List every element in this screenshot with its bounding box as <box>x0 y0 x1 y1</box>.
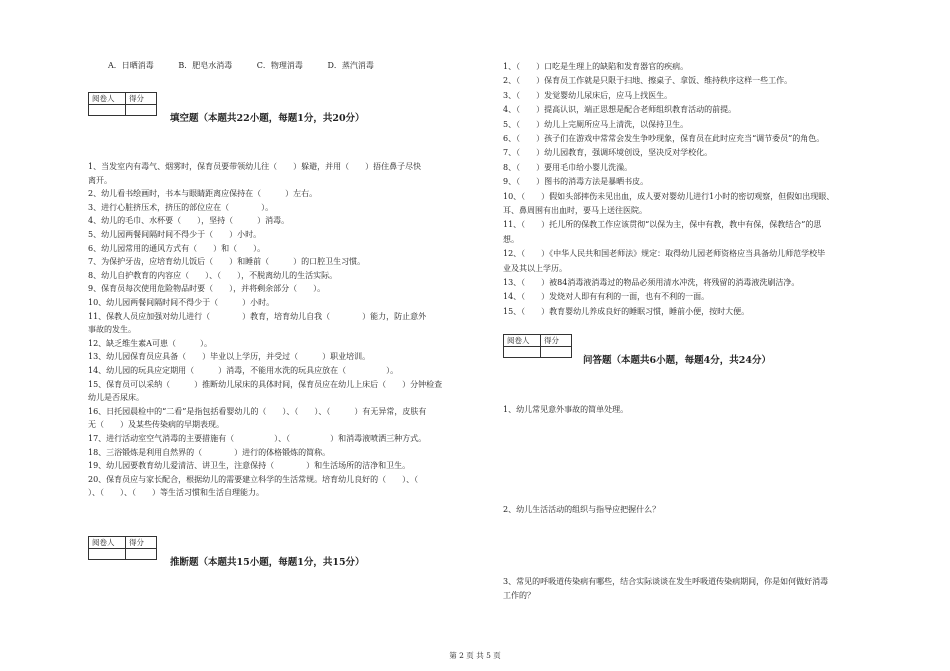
judge-question-line: 6、（ ）孩子们在游戏中常常会发生争吵现象，保育员在此时应充当“调节委员”的角色。 <box>503 134 825 143</box>
judge-question-line: 7、（ ）幼儿园教育，强调环境创设，坚决反对学校化。 <box>503 148 713 158</box>
judge-question-line: 4、（ ）提高认识，端正思想是配合老师组织教育活动的前提。 <box>503 105 737 115</box>
judge-question-line: 15、（ ）教育婴幼儿养成良好的睡眠习惯，睡前小便，按时大便。 <box>503 306 750 316</box>
fill-question-line: 7、为保护牙齿，应培育幼儿饭后（ ）和睡前（ ）的口腔卫生习惯。 <box>88 257 366 267</box>
fill-question-line: 5、幼儿园两餐间隔时间不得少于（ ）小时。 <box>88 230 262 239</box>
judge-question-line: 业及其以上学历。 <box>503 263 567 273</box>
fill-question-line: 16、日托园晨检中的“二看”是指包括看婴幼儿的（ ）、（ ）、（ ）有无异常，皮肤有 <box>88 406 427 416</box>
fill-question-line: 20、保育员应与家长配合，根据幼儿的需要建立科学的生活常规。培育幼儿良好的（ ）、（ <box>88 474 435 484</box>
fill-question-line: 19、幼儿园要教育幼儿爱清洁、讲卫生，注意保持（ ）和生活场所的洁净和卫生。 <box>88 461 411 471</box>
judge-question-line: 12、（ ）《中华人民共和国老师法》规定：取得幼儿园老师资格应当具备幼儿师范学校毕 <box>503 249 826 259</box>
judge-question-line: 10、（ ）假如头部摔伤未见出血，成人要对婴幼儿进行1小时的密切观察，但假如出现眼、 <box>503 191 835 201</box>
fill-question-line: 10、幼儿园两餐间隔时间不得少于（ ）小时。 <box>88 298 275 307</box>
choice-options <box>108 60 396 71</box>
option-b: B．肥皂水消毒 <box>178 61 233 70</box>
fill-question-line: 4、幼儿的毛巾、水杯要（ ），坚持（ ）消毒。 <box>88 216 290 226</box>
judge-question-line: 14、（ ）发烧对人即有有利的一面，也有不利的一面。 <box>503 292 710 302</box>
fill-question-line: 离开。 <box>88 175 112 185</box>
judge-question-line: 耳、鼻周围有出血时，要马上送往医院。 <box>503 206 647 215</box>
option-d: D．蒸汽消毒 <box>327 61 374 70</box>
score-label: 得分 <box>126 537 157 549</box>
qa-question: 1、幼儿常见意外事故的简单处理。 <box>503 405 629 414</box>
judge-question-line: 1、（ ）口吃是生理上的缺陷和发育器官的疾病。 <box>503 62 689 71</box>
qa-question: 3、常见的呼吸道传染病有哪些，结合实际谈谈在发生呼吸道传染病期间，你是如何做好消毒 <box>503 577 829 586</box>
score-label: 得分 <box>126 93 157 105</box>
fill-question-line: 14、幼儿园的玩具应定期用（ ）消毒，不能用水洗的玩具应放在（ ）。 <box>88 366 399 375</box>
judge-question-line: 想。 <box>503 234 519 244</box>
qa-question: 2、幼儿生活活动的组织与指导应把握什么？ <box>503 505 661 514</box>
fill-question-line: 2、幼儿看书绘画时，书本与眼睛距离应保持在（ ）左右。 <box>88 189 318 199</box>
judge-section-title: 推断题（本题共15小题，每题1分，共15分） <box>170 557 365 568</box>
fill-question-line: 13、幼儿园保育员应具备（ ）毕业以上学历，并受过（ ）职业培训。 <box>88 352 371 362</box>
fill-question-line: 12、缺乏维生素A可患（ ）。 <box>88 338 212 348</box>
judge-question-line: 2、（ ）保育员工作就是只限于扫地、擦桌子、拿饭、维持秩序这样一些工作。 <box>503 76 793 86</box>
fill-question-line: ）、（ ）、（ ）等生活习惯和生活自理能力。 <box>88 488 264 498</box>
fill-question-line: 17、进行活动室空气消毒的主要措施有（ ）、（ ）和消毒液喷洒三种方式。 <box>88 434 427 443</box>
reviewer-label: 阅卷人 <box>89 537 126 549</box>
option-c: C．物理消毒 <box>256 61 303 70</box>
score-label: 得分 <box>541 335 572 347</box>
qa-question: 工作的？ <box>503 591 535 600</box>
fill-question-line: 18、三浴锻炼是利用自然界的（ ）进行的体格锻炼的简称。 <box>88 447 331 457</box>
judge-question-line: 8、（ ）要用毛巾给小婴儿洗澡。 <box>503 162 633 172</box>
judge-question-line: 5、（ ）幼儿上完厕所应马上清洗，以保持卫生。 <box>503 119 689 129</box>
fill-question-line: 9、保育员每次使用危险物品时要（ ），并将剩余部分（ ）。 <box>88 284 326 294</box>
fill-question-line: 8、幼儿自护教育的内容应（ ）、（ ），不脱离幼儿的生活实际。 <box>88 270 338 280</box>
score-box-fill <box>88 92 157 116</box>
fill-question-line: 6、幼儿园常用的通风方式有（ ）和（ ）。 <box>88 243 266 253</box>
qa-section-title: 问答题（本题共6小题，每题4分，共24分） <box>583 355 771 366</box>
judge-question-line: 3、（ ）发觉婴幼儿尿床后，应马上找医生。 <box>503 90 673 100</box>
fill-question-line: 3、进行心脏挤压术，挤压的部位应在（ ）。 <box>88 202 274 212</box>
score-box-judge <box>88 536 157 560</box>
reviewer-label: 阅卷人 <box>89 93 126 105</box>
fill-question-line: 无（ ）及某些传染病的早期表现。 <box>88 420 224 430</box>
judge-question-line: 11、（ ）托儿所的保教工作应该贯彻“以保为主，保中有教，教中有保，保教结合”的思 <box>503 220 822 230</box>
fill-question-line: 事故的发生。 <box>88 325 136 335</box>
fill-question-line: 11、保教人员应加强对幼儿进行（ ）教育，培育幼儿自我（ ）能力，防止意外 <box>88 311 427 321</box>
fill-section-title: 填空题（本题共22小题，每题1分，共20分） <box>170 113 365 124</box>
fill-question-line: 1、当发室内有毒气、烟雾时，保育员要带领幼儿往（ ）躲避，并用（ ）捂住鼻子尽快 <box>88 162 422 171</box>
score-box-qa <box>503 334 572 358</box>
reviewer-label: 阅卷人 <box>504 335 541 347</box>
fill-question-line: 15、保育员可以采纳（ ）推断幼儿尿床的具体时间，保育员应在幼儿上床后（ ）分钟检查 <box>88 379 443 389</box>
judge-question-line: 13、（ ）被84消毒液消毒过的物品必须用清水冲洗，将残留的消毒液洗刷洁净。 <box>503 278 800 287</box>
judge-question-line: 9、（ ）图书的消毒方法是暴晒书皮。 <box>503 177 649 187</box>
page-footer: 第 2 页 共 5 页 <box>449 651 501 660</box>
fill-question-line: 幼儿是否尿床。 <box>88 393 144 403</box>
option-a: A．日晒消毒 <box>108 61 154 70</box>
